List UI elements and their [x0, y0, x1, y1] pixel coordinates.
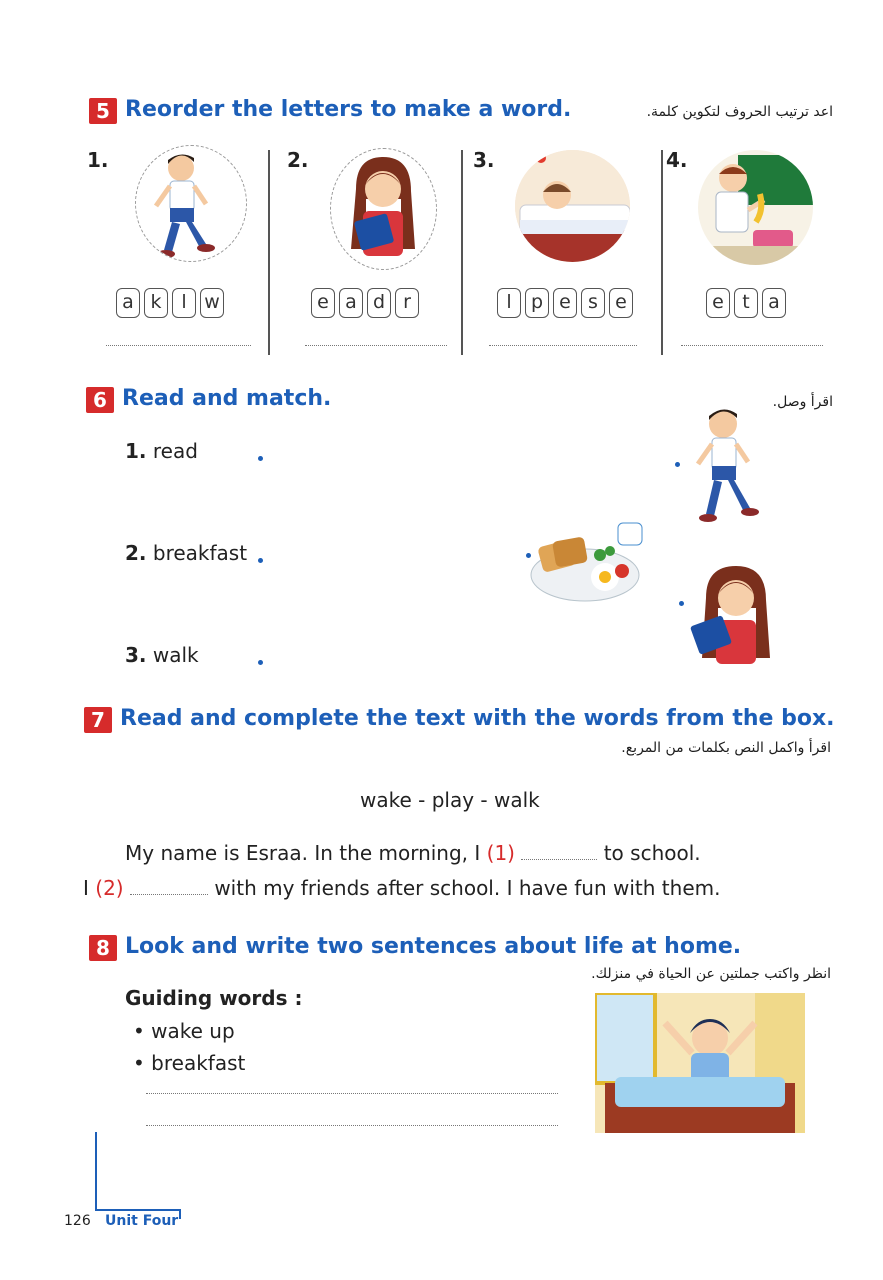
boy-eating-image	[698, 150, 813, 265]
text-line-1-start: My name is Esraa. In the morning, I	[125, 841, 481, 865]
letter-tile: d	[367, 288, 391, 318]
match-number: 1.	[125, 439, 147, 463]
match-word: walk	[152, 643, 199, 667]
letter-tile: p	[525, 288, 549, 318]
letter-tile: l	[172, 288, 196, 318]
letter-tile: s	[581, 288, 605, 318]
guiding-word: wake up	[151, 1019, 235, 1043]
section7-number: 7	[84, 707, 112, 733]
item2-number: 2.	[287, 148, 309, 172]
section7-title: Read and complete the text with the words from the box.	[120, 706, 835, 731]
letter-tiles-4	[706, 288, 786, 318]
section5-arabic-instruction: اعد ترتيب الحروف لتكوين كلمة.	[646, 104, 833, 120]
match-dot-left-1[interactable]	[258, 456, 263, 461]
girl-reading-image	[690, 562, 782, 666]
answer-line-3[interactable]	[489, 345, 637, 346]
boy-walking-image	[135, 145, 247, 262]
letter-tile: a	[339, 288, 363, 318]
letter-tile: w	[200, 288, 224, 318]
column-divider	[461, 150, 463, 355]
match-dot-right-1[interactable]	[675, 462, 680, 467]
letter-tile: k	[144, 288, 168, 318]
section5-title: Reorder the letters to make a word.	[125, 97, 572, 122]
letter-tile: t	[734, 288, 758, 318]
sentence-line-1[interactable]	[146, 1093, 558, 1094]
match-dot-left-3[interactable]	[258, 660, 263, 665]
letter-tile: a	[116, 288, 140, 318]
boy-waking-up-image	[595, 993, 805, 1133]
guiding-word-1: • wake up	[133, 1019, 235, 1043]
letter-tiles-2	[311, 288, 419, 318]
blank-1-label: (1)	[486, 841, 515, 865]
guiding-word: breakfast	[151, 1051, 246, 1075]
letter-tile: e	[311, 288, 335, 318]
section6-number: 6	[86, 387, 114, 413]
section8-title: Look and write two sentences about life at home.	[125, 934, 742, 959]
match-dot-right-3[interactable]	[679, 601, 684, 606]
footer-vertical-rule	[95, 1132, 97, 1210]
section8-number: 8	[89, 935, 117, 961]
section8-arabic-instruction: انظر واكتب جملتين عن الحياة في منزلك.	[591, 966, 831, 982]
guiding-words-title: Guiding words :	[125, 986, 303, 1010]
item1-number: 1.	[87, 148, 109, 172]
match-word: read	[152, 439, 198, 463]
breakfast-image	[530, 515, 650, 605]
guiding-word-2: • breakfast	[133, 1051, 246, 1075]
footer-horizontal-rule	[95, 1209, 179, 1211]
column-divider	[268, 150, 270, 355]
child-sleeping-image	[515, 150, 630, 262]
footer-rule-end	[179, 1209, 181, 1219]
letter-tiles-3	[497, 288, 633, 318]
text-line-2-start: I	[83, 876, 89, 900]
match-number: 3.	[125, 643, 147, 667]
text-line-1	[125, 841, 701, 865]
letter-tile: e	[609, 288, 633, 318]
match-word: breakfast	[152, 541, 248, 565]
letter-tile: l	[497, 288, 521, 318]
girl-reading-image	[330, 148, 437, 270]
item3-number: 3.	[473, 148, 495, 172]
section7-arabic-instruction: اقرأ واكمل النص بكلمات من المربع.	[621, 740, 831, 756]
letter-tiles-1	[116, 288, 224, 318]
unit-label: Unit Four	[105, 1213, 179, 1229]
section6-arabic-instruction: اقرأ وصل.	[772, 394, 833, 410]
boy-walking-image	[688, 402, 768, 528]
item4-number: 4.	[666, 148, 688, 172]
letter-tile: e	[553, 288, 577, 318]
match-dot-left-2[interactable]	[258, 558, 263, 563]
match-number: 2.	[125, 541, 147, 565]
text-line-2-end: with my friends after school. I have fun with them.	[214, 876, 721, 900]
column-divider	[661, 150, 663, 355]
blank-2-label: (2)	[95, 876, 124, 900]
match-word-2	[125, 541, 247, 565]
sentence-line-2[interactable]	[146, 1125, 558, 1126]
blank-1[interactable]	[521, 859, 597, 860]
letter-tile: e	[706, 288, 730, 318]
answer-line-1[interactable]	[106, 345, 251, 346]
match-word-3	[125, 643, 199, 667]
letter-tile: a	[762, 288, 786, 318]
section5-number: 5	[89, 98, 117, 124]
answer-line-2[interactable]	[305, 345, 447, 346]
letter-tile: r	[395, 288, 419, 318]
answer-line-4[interactable]	[681, 345, 823, 346]
section6-title: Read and match.	[122, 386, 332, 411]
page-number: 126	[64, 1213, 91, 1229]
blank-2[interactable]	[130, 894, 208, 895]
match-word-1	[125, 439, 198, 463]
word-box: wake - play - walk	[360, 788, 540, 812]
text-line-1-end: to school.	[603, 841, 701, 865]
text-line-2	[83, 876, 720, 900]
